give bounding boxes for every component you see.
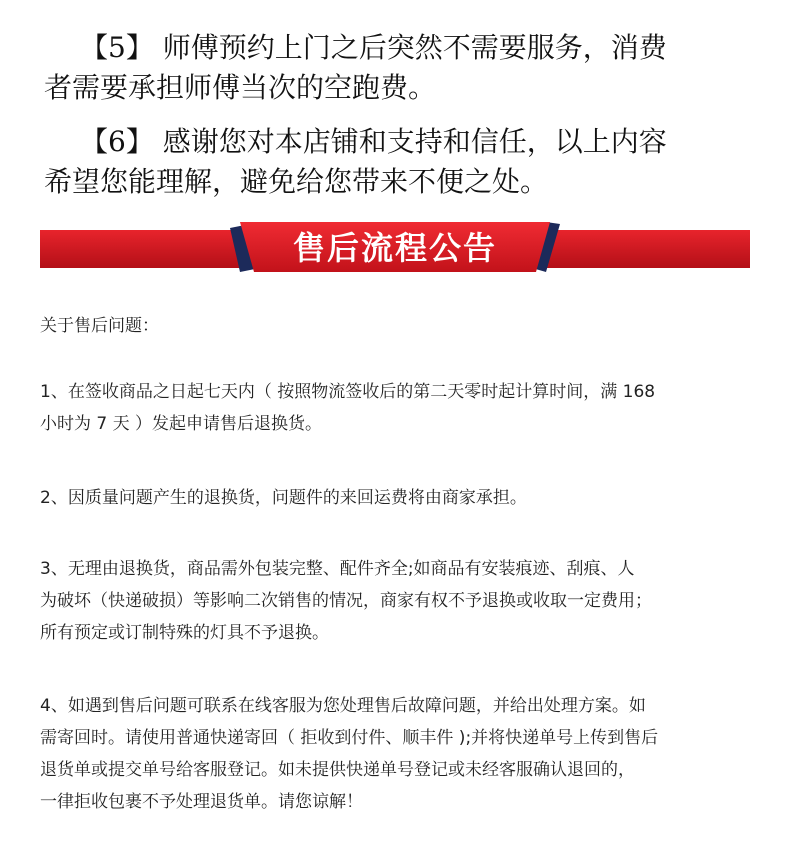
- note-paragraph-5: [44, 28, 744, 108]
- note-6-line-1: 【6】 感谢您对本店铺和支持和信任，以上内容: [80, 125, 667, 158]
- item-3-line-1: 3、无理由退换货，商品需外包装完整、配件齐全;如商品有安装痕迹、刮痕、人: [40, 559, 635, 579]
- item-4-line-4: 一律拒收包裹不予处理退货单。请您谅解！: [40, 792, 363, 812]
- item-3-line-2: 为破坏（快递破损）等影响二次销售的情况，商家有权不予退换或收取一定费用；: [40, 591, 652, 611]
- after-sales-item-1: [40, 376, 756, 440]
- after-sales-item-3: [40, 553, 756, 649]
- item-3-line-3: 所有预定或订制特殊的灯具不予退换。: [40, 623, 329, 643]
- item-4-line-3: 退货单或提交单号给客服登记。如未提供快递单号登记或未经客服确认退回的，: [40, 760, 635, 780]
- after-sales-item-4: [40, 690, 756, 818]
- note-6-line-2: 希望您能理解，避免给您带来不便之处。: [44, 165, 549, 198]
- after-sales-item-2: [40, 482, 756, 514]
- item-4-line-2: 需寄回时。请使用普通快递寄回（ 拒收到付件、顺丰件 );并将快递单号上传到售后: [40, 728, 659, 748]
- note-paragraph-6: [44, 122, 744, 202]
- note-5-line-1: 【5】 师傅预约上门之后突然不需要服务，消费: [80, 31, 667, 64]
- after-sales-banner: [40, 222, 750, 272]
- item-1-line-2: 小时为 7 天 ）发起申请售后退换货。: [40, 414, 323, 434]
- item-2-line-1: 2、因质量问题产生的退换货，问题件的来回运费将由商家承担。: [40, 488, 527, 508]
- banner-title: 售后流程公告: [292, 229, 497, 267]
- note-5-line-2: 者需要承担师傅当次的空跑费。: [44, 71, 437, 104]
- item-1-line-1: 1、在签收商品之日起七天内（ 按照物流签收后的第二天零时起计算时间，满 168: [40, 382, 656, 402]
- item-4-line-1: 4、如遇到售后问题可联系在线客服为您处理售后故障问题，并给出处理方案。如: [40, 696, 646, 716]
- after-sales-intro: 关于售后问题：: [40, 316, 159, 336]
